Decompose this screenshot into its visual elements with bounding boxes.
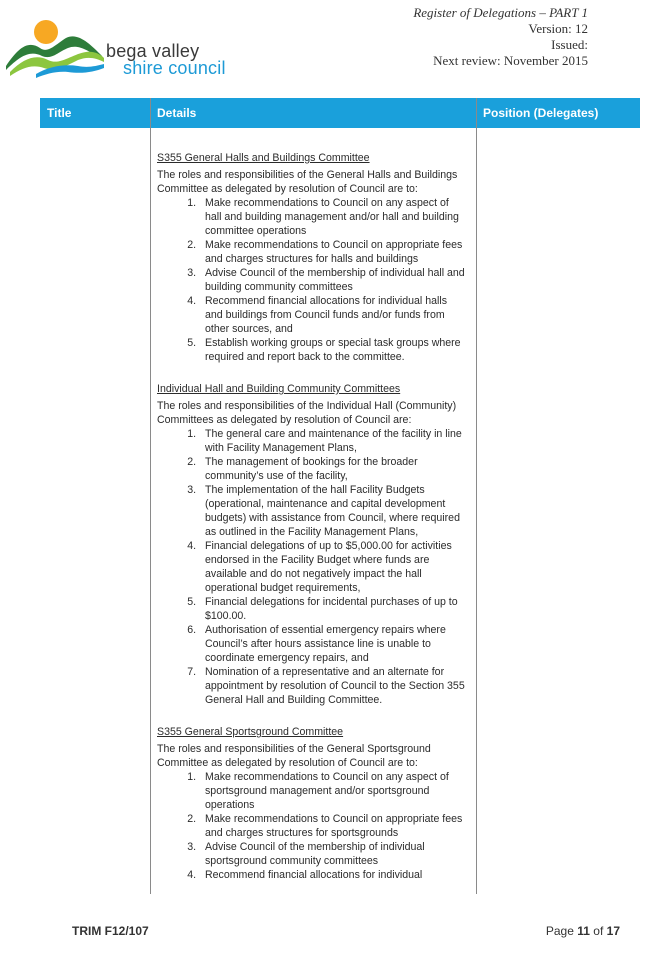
list-item: 4. Recommend financial allocations for individual [199, 868, 467, 882]
page-current: 11 [577, 924, 590, 938]
section-sportsground-committee [157, 725, 467, 882]
document-meta [413, 5, 588, 69]
section-intro: The roles and responsibilities of the General Halls and Buildings Committee as delegated by resolution of Council are to: [157, 169, 458, 195]
list-item: 5. Financial delegations for incidental purchases of up to $100.00. [199, 595, 467, 623]
mountain-sun-logo-icon [6, 14, 106, 78]
column-header-position: Position (Delegates) [483, 106, 599, 120]
section-list [157, 770, 467, 882]
logo-text-line1: bega valley [106, 41, 200, 61]
list-item: 1. Make recommendations to Council on any aspect of sportsground management and/or sportsground operations [199, 770, 467, 812]
section-spacer [157, 364, 467, 382]
section-list [157, 427, 467, 707]
council-logo [6, 14, 246, 78]
section-title: S355 General Sportsground Committee [157, 726, 344, 738]
column-divider-position [476, 98, 477, 894]
document-next-review: Next review: November 2015 [433, 53, 588, 68]
trim-reference: TRIM F12/107 [72, 924, 149, 938]
table-header-row [40, 98, 640, 128]
list-item: 3. Advise Council of the membership of individual sportsground community committees [199, 840, 467, 868]
list-item: 6. Authorisation of essential emergency repairs where Council’s after hours assistance line is unable to coordinate emergency repairs, and [199, 623, 467, 665]
page-total: 17 [606, 924, 620, 938]
section-title: Individual Hall and Building Community Committees [157, 383, 401, 395]
page-of: of [593, 924, 604, 938]
section-list [157, 196, 467, 364]
section-halls-buildings [157, 151, 467, 364]
list-item: 2. Make recommendations to Council on appropriate fees and charges structures for halls and buildings [199, 238, 467, 266]
section-title: S355 General Halls and Buildings Committee [157, 152, 370, 164]
section-intro: The roles and responsibilities of the General Sportsground Committee as delegated by resolution of Council are to: [157, 743, 431, 769]
section-spacer [157, 707, 467, 725]
logo-text-line2: shire council [123, 58, 226, 78]
column-header-title: Title [47, 106, 72, 120]
document-title: Register of Delegations – PART 1 [413, 5, 588, 20]
document-issued: Issued: [551, 37, 588, 52]
section-intro: The roles and responsibilities of the Individual Hall (Community) Committees as delegated by resolution of Council are: [157, 400, 457, 426]
page-prefix: Page [545, 924, 574, 938]
list-item: 4. Financial delegations of up to $5,000.00 for activities endorsed in the Facility Budget where funds are available and do not negatively impact the hall operational budget requirements, [199, 539, 467, 595]
list-item: 2. The management of bookings for the broader community’s use of the facility, [199, 455, 467, 483]
column-divider-details [150, 98, 151, 894]
list-item: 1. Make recommendations to Council on any aspect of hall and building management and/or hall and building committee operations [199, 196, 467, 238]
page-number [546, 924, 620, 938]
list-item: 3. Advise Council of the membership of individual hall and building community committees [199, 266, 467, 294]
section-individual-hall-committees [157, 382, 467, 707]
details-cell [157, 151, 467, 882]
column-header-details: Details [157, 106, 197, 120]
list-item: 3. The implementation of the hall Facility Budgets (operational, maintenance and capital development budgets) with assistance from Council, where required as outlined in the Facility Management Plans, [199, 483, 467, 539]
list-item: 2. Make recommendations to Council on appropriate fees and charges structures for sportsgrounds [199, 812, 467, 840]
list-item: 4. Recommend financial allocations for individual halls and buildings from Council funds and/or funds from other sources, and [199, 294, 467, 336]
list-item: 1. The general care and maintenance of the facility in line with Facility Management Plans, [199, 427, 467, 455]
list-item: 7. Nomination of a representative and an alternate for appointment by resolution of Council to the Section 355 General Hall and Building Committee. [199, 665, 467, 707]
document-version: Version: 12 [528, 21, 588, 36]
list-item: 5. Establish working groups or special task groups where required and report back to the committee. [199, 336, 467, 364]
